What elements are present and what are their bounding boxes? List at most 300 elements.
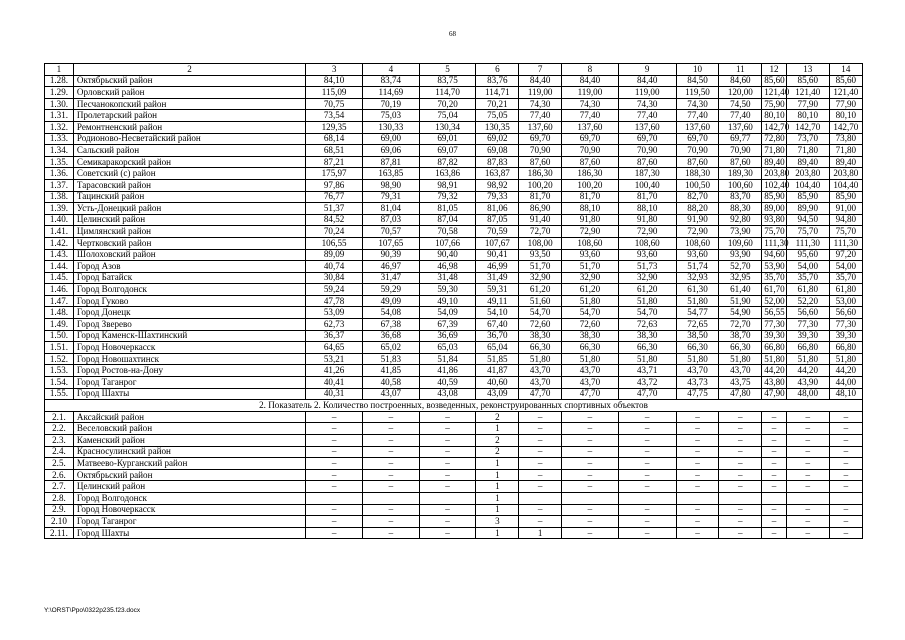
column-header: 13 (786, 64, 829, 76)
value-cell: 93,90 (719, 249, 762, 261)
table-row (45, 261, 863, 273)
value-cell: 51,37 (306, 203, 363, 215)
table-row (45, 168, 863, 180)
value-cell (562, 492, 619, 504)
value-cell: 85,60 (762, 75, 787, 87)
value-cell: 67,39 (419, 319, 476, 331)
value-cell: 69,08 (476, 145, 519, 157)
value-cell: 81,70 (519, 191, 562, 203)
value-cell: 77,40 (618, 110, 676, 122)
value-cell: – (786, 504, 829, 516)
value-cell: 1 (476, 504, 519, 516)
value-cell: 137,60 (719, 121, 762, 133)
value-cell: – (362, 504, 419, 516)
value-cell: 54,90 (719, 307, 762, 319)
value-cell: 108,60 (562, 237, 619, 249)
table-row (45, 353, 863, 365)
value-cell: 79,33 (476, 191, 519, 203)
value-cell: 88,10 (562, 203, 619, 215)
value-cell: 89,00 (762, 203, 787, 215)
value-cell: 36,37 (306, 330, 363, 342)
value-cell: 69,77 (719, 133, 762, 145)
value-cell: 52,20 (786, 295, 829, 307)
table-row (45, 179, 863, 191)
row-name: Тацинский район (73, 191, 305, 203)
value-cell: 53,21 (306, 353, 363, 365)
value-cell: 121,40 (786, 87, 829, 99)
value-cell: – (419, 458, 476, 470)
row-name: Город Гуково (73, 295, 305, 307)
row-number: 1.33. (45, 133, 74, 145)
value-cell: 163,87 (476, 168, 519, 180)
row-name: Тарасовский район (73, 179, 305, 191)
row-name: Советский (с) район (73, 168, 305, 180)
value-cell: – (562, 469, 619, 481)
value-cell: 54,70 (562, 307, 619, 319)
row-number: 1.37. (45, 179, 74, 191)
value-cell: – (762, 458, 787, 470)
row-number: 1.29. (45, 87, 74, 99)
table-row (45, 75, 863, 87)
value-cell: 75,70 (762, 226, 787, 238)
value-cell: 43,09 (476, 388, 519, 400)
value-cell: 43,70 (562, 365, 619, 377)
value-cell: – (762, 504, 787, 516)
row-number: 1.45. (45, 272, 74, 284)
value-cell: 73,54 (306, 110, 363, 122)
value-cell: – (719, 446, 762, 458)
table-row (45, 295, 863, 307)
value-cell: 43,80 (762, 377, 787, 389)
value-cell: 109,60 (719, 237, 762, 249)
value-cell: 48,00 (786, 388, 829, 400)
row-name: Город Новочеркасск (73, 504, 305, 516)
value-cell: 137,60 (676, 121, 719, 133)
value-cell: 100,20 (562, 179, 619, 191)
value-cell: 61,40 (719, 284, 762, 296)
row-number: 1.42. (45, 237, 74, 249)
table-row (45, 411, 863, 423)
value-cell: – (362, 435, 419, 447)
row-number: 1.31. (45, 110, 74, 122)
value-cell: 54,70 (519, 307, 562, 319)
value-cell: 86,90 (519, 203, 562, 215)
table-row (45, 319, 863, 331)
column-header: 12 (762, 64, 787, 76)
table-row (45, 423, 863, 435)
value-cell: 38,30 (618, 330, 676, 342)
value-cell: – (306, 435, 363, 447)
value-cell: 85,60 (786, 75, 829, 87)
row-number: 1.32. (45, 121, 74, 133)
table-row (45, 98, 863, 110)
value-cell: 32,90 (618, 272, 676, 284)
value-cell: 3 (476, 516, 519, 528)
value-cell: 61,20 (519, 284, 562, 296)
row-name: Каменский район (73, 435, 305, 447)
value-cell: 121,40 (762, 87, 787, 99)
value-cell: 87,60 (519, 156, 562, 168)
value-cell: 142,70 (762, 121, 787, 133)
value-cell: 104,40 (829, 179, 862, 191)
row-name: Аксайский район (73, 411, 305, 423)
value-cell: 90,41 (476, 249, 519, 261)
value-cell: 119,00 (618, 87, 676, 99)
value-cell: 77,30 (762, 319, 787, 331)
value-cell: 74,30 (519, 98, 562, 110)
row-number: 2.11. (45, 527, 74, 539)
column-header: 14 (829, 64, 862, 76)
row-number: 2.4. (45, 446, 74, 458)
row-number: 1.55. (45, 388, 74, 400)
row-number: 2.1. (45, 411, 74, 423)
value-cell: – (762, 516, 787, 528)
value-cell: 89,09 (306, 249, 363, 261)
row-number: 2.3. (45, 435, 74, 447)
value-cell: 41,87 (476, 365, 519, 377)
value-cell: 71,80 (762, 145, 787, 157)
value-cell: – (786, 458, 829, 470)
value-cell: 61,70 (762, 284, 787, 296)
value-cell: 120,00 (719, 87, 762, 99)
value-cell: 70,90 (618, 145, 676, 157)
table-row (45, 527, 863, 539)
value-cell: 70,90 (519, 145, 562, 157)
value-cell: 44,20 (786, 365, 829, 377)
value-cell: 72,65 (676, 319, 719, 331)
value-cell: 87,60 (719, 156, 762, 168)
value-cell: 108,60 (618, 237, 676, 249)
value-cell: 70,21 (476, 98, 519, 110)
value-cell: 51,80 (676, 353, 719, 365)
row-name: Город Донецк (73, 307, 305, 319)
value-cell: 44,20 (762, 365, 787, 377)
value-cell: 90,39 (362, 249, 419, 261)
value-cell: 203,80 (829, 168, 862, 180)
value-cell: 51,70 (562, 261, 619, 273)
value-cell: – (419, 446, 476, 458)
value-cell: – (306, 446, 363, 458)
value-cell: 187,30 (618, 168, 676, 180)
value-cell: 91,80 (562, 214, 619, 226)
value-cell: 72,90 (676, 226, 719, 238)
row-name: Город Зверево (73, 319, 305, 331)
value-cell: 163,86 (419, 168, 476, 180)
value-cell: 69,70 (562, 133, 619, 145)
value-cell: 56,55 (762, 307, 787, 319)
value-cell: 51,80 (786, 353, 829, 365)
value-cell: – (762, 446, 787, 458)
row-number: 1.52. (45, 353, 74, 365)
row-name: Родионово-Несветайский район (73, 133, 305, 145)
value-cell: 35,70 (786, 272, 829, 284)
value-cell: – (519, 411, 562, 423)
row-number: 1.41. (45, 226, 74, 238)
value-cell: – (519, 469, 562, 481)
value-cell: – (562, 516, 619, 528)
column-header: 9 (618, 64, 676, 76)
row-number: 1.30. (45, 98, 74, 110)
value-cell: 31,48 (419, 272, 476, 284)
value-cell: 2 (476, 446, 519, 458)
value-cell: 111,30 (762, 237, 787, 249)
value-cell: 43,73 (676, 377, 719, 389)
value-cell: 51,74 (676, 261, 719, 273)
row-name: Город Ростов-на-Дону (73, 365, 305, 377)
value-cell: – (362, 481, 419, 493)
value-cell: 85,90 (829, 191, 862, 203)
row-name: Октябрьский район (73, 75, 305, 87)
table-row (45, 388, 863, 400)
value-cell: – (676, 504, 719, 516)
value-cell: 75,05 (476, 110, 519, 122)
table-row (45, 377, 863, 389)
value-cell: 87,60 (618, 156, 676, 168)
value-cell: – (519, 435, 562, 447)
value-cell: 66,30 (562, 342, 619, 354)
value-cell: 46,98 (419, 261, 476, 273)
value-cell: 137,60 (562, 121, 619, 133)
value-cell: 137,60 (519, 121, 562, 133)
value-cell: 84,10 (306, 75, 363, 87)
value-cell: – (519, 516, 562, 528)
value-cell: 40,58 (362, 377, 419, 389)
value-cell: 54,70 (618, 307, 676, 319)
value-cell: – (786, 516, 829, 528)
value-cell: 94,50 (786, 214, 829, 226)
value-cell: 80,10 (786, 110, 829, 122)
value-cell: 114,69 (362, 87, 419, 99)
value-cell: 38,30 (519, 330, 562, 342)
value-cell: 102,40 (762, 179, 787, 191)
value-cell: 87,60 (562, 156, 619, 168)
value-cell: 70,59 (476, 226, 519, 238)
value-cell: – (562, 435, 619, 447)
value-cell: 115,09 (306, 87, 363, 99)
value-cell: 91,40 (519, 214, 562, 226)
value-cell: – (618, 458, 676, 470)
row-number: 2.10 (45, 516, 74, 528)
table-row (45, 458, 863, 470)
value-cell: 56,60 (786, 307, 829, 319)
value-cell: – (786, 481, 829, 493)
value-cell: – (362, 469, 419, 481)
value-cell: 66,80 (829, 342, 862, 354)
value-cell: – (519, 446, 562, 458)
value-cell: 39,30 (786, 330, 829, 342)
value-cell: 107,65 (362, 237, 419, 249)
value-cell: 36,70 (476, 330, 519, 342)
value-cell: – (519, 458, 562, 470)
table-row (45, 272, 863, 284)
value-cell: 52,00 (762, 295, 787, 307)
value-cell: 83,74 (362, 75, 419, 87)
value-cell: 53,90 (762, 261, 787, 273)
value-cell: 84,40 (562, 75, 619, 87)
value-cell: 104,40 (786, 179, 829, 191)
value-cell: – (786, 527, 829, 539)
value-cell: 36,68 (362, 330, 419, 342)
value-cell: 130,34 (419, 121, 476, 133)
value-cell: 72,70 (719, 319, 762, 331)
value-cell: – (306, 423, 363, 435)
value-cell: 70,90 (719, 145, 762, 157)
value-cell: 73,80 (829, 133, 862, 145)
value-cell: – (519, 504, 562, 516)
table-row (45, 492, 863, 504)
row-name: Город Каменск-Шахтинский (73, 330, 305, 342)
value-cell: – (362, 458, 419, 470)
value-cell: 129,35 (306, 121, 363, 133)
value-cell: – (762, 469, 787, 481)
value-cell: – (362, 516, 419, 528)
data-table (44, 63, 863, 539)
row-number: 1.46. (45, 284, 74, 296)
value-cell: 40,74 (306, 261, 363, 273)
value-cell (419, 492, 476, 504)
table-row (45, 469, 863, 481)
value-cell: – (362, 527, 419, 539)
value-cell: 46,97 (362, 261, 419, 273)
value-cell: 51,80 (618, 295, 676, 307)
value-cell: 72,80 (762, 133, 787, 145)
row-number: 1.28. (45, 75, 74, 87)
value-cell: – (762, 411, 787, 423)
value-cell: 77,90 (829, 98, 862, 110)
column-header: 4 (362, 64, 419, 76)
value-cell: – (618, 481, 676, 493)
row-name: Город Шахты (73, 388, 305, 400)
row-number: 2.9. (45, 504, 74, 516)
value-cell: 69,00 (362, 133, 419, 145)
value-cell: – (419, 481, 476, 493)
value-cell: 107,67 (476, 237, 519, 249)
value-cell: 47,70 (562, 388, 619, 400)
value-cell: 38,30 (562, 330, 619, 342)
value-cell: 49,09 (362, 295, 419, 307)
row-name: Город Новочеркасск (73, 342, 305, 354)
row-number: 1.47. (45, 295, 74, 307)
value-cell: 51,80 (562, 353, 619, 365)
table-row (45, 330, 863, 342)
value-cell: 77,40 (562, 110, 619, 122)
value-cell: 69,01 (419, 133, 476, 145)
value-cell: 87,03 (362, 214, 419, 226)
value-cell: – (306, 516, 363, 528)
value-cell: 51,85 (476, 353, 519, 365)
value-cell (829, 492, 862, 504)
value-cell: 67,38 (362, 319, 419, 331)
row-name: Город Таганрог (73, 377, 305, 389)
value-cell: 77,40 (519, 110, 562, 122)
value-cell: 100,20 (519, 179, 562, 191)
value-cell: 1 (476, 527, 519, 539)
value-cell: – (562, 446, 619, 458)
value-cell: 93,60 (618, 249, 676, 261)
row-number: 1.39. (45, 203, 74, 215)
value-cell: 51,80 (676, 295, 719, 307)
value-cell: – (786, 411, 829, 423)
value-cell: 59,24 (306, 284, 363, 296)
value-cell: – (419, 516, 476, 528)
value-cell: 142,70 (786, 121, 829, 133)
value-cell: 1 (476, 492, 519, 504)
value-cell: – (676, 435, 719, 447)
value-cell: 51,80 (519, 353, 562, 365)
value-cell: 59,31 (476, 284, 519, 296)
row-name: Красносулинский район (73, 446, 305, 458)
value-cell: – (829, 527, 862, 539)
value-cell: – (829, 411, 862, 423)
table-row (45, 87, 863, 99)
value-cell: 92,80 (719, 214, 762, 226)
value-cell: 59,29 (362, 284, 419, 296)
value-cell: 72,60 (562, 319, 619, 331)
value-cell: – (762, 481, 787, 493)
value-cell: 1 (476, 481, 519, 493)
value-cell: – (618, 411, 676, 423)
value-cell: 111,30 (829, 237, 862, 249)
table-row (45, 435, 863, 447)
column-header: 1 (45, 64, 74, 76)
value-cell: 70,19 (362, 98, 419, 110)
value-cell: – (829, 423, 862, 435)
value-cell: 48,10 (829, 388, 862, 400)
table-row (45, 237, 863, 249)
value-cell: 49,11 (476, 295, 519, 307)
column-header: 6 (476, 64, 519, 76)
value-cell: 64,65 (306, 342, 363, 354)
value-cell: – (519, 481, 562, 493)
value-cell: 51,70 (519, 261, 562, 273)
row-number: 1.49. (45, 319, 74, 331)
row-name: Усть-Донецкий район (73, 203, 305, 215)
value-cell: – (719, 458, 762, 470)
value-cell: 163,85 (362, 168, 419, 180)
value-cell: 81,04 (362, 203, 419, 215)
row-name: Целинский район (73, 214, 305, 226)
value-cell: 53,00 (829, 295, 862, 307)
value-cell: – (676, 527, 719, 539)
value-cell: 97,20 (829, 249, 862, 261)
value-cell: 51,60 (519, 295, 562, 307)
row-name: Город Азов (73, 261, 305, 273)
value-cell: 91,00 (829, 203, 862, 215)
value-cell: – (306, 481, 363, 493)
row-name: Октябрьский район (73, 469, 305, 481)
value-cell: 79,31 (362, 191, 419, 203)
value-cell: 186,30 (562, 168, 619, 180)
value-cell (362, 492, 419, 504)
value-cell: 31,49 (476, 272, 519, 284)
value-cell: 119,00 (562, 87, 619, 99)
value-cell: 69,07 (419, 145, 476, 157)
table-row (45, 481, 863, 493)
value-cell: 84,40 (618, 75, 676, 87)
value-cell: – (562, 423, 619, 435)
value-cell: 51,84 (419, 353, 476, 365)
value-cell: 81,05 (419, 203, 476, 215)
value-cell: 107,66 (419, 237, 476, 249)
value-cell: 61,80 (786, 284, 829, 296)
row-number: 1.36. (45, 168, 74, 180)
value-cell: 43,07 (362, 388, 419, 400)
value-cell: 94,60 (762, 249, 787, 261)
value-cell: 81,70 (562, 191, 619, 203)
value-cell (719, 492, 762, 504)
value-cell: 51,80 (562, 295, 619, 307)
row-number: 1.44. (45, 261, 74, 273)
